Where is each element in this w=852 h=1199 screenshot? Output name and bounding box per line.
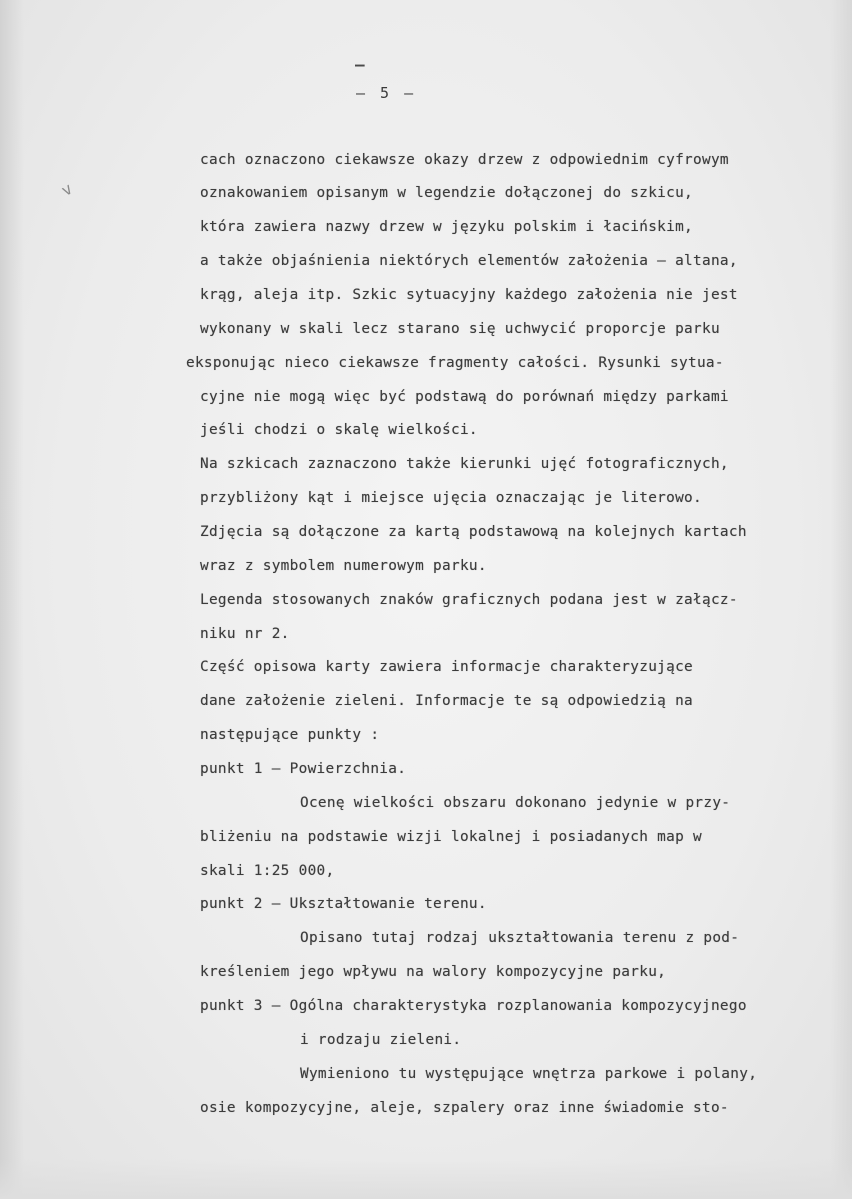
text-line: Zdjęcia są dołączone za kartą podstawową na kolejnych kartach xyxy=(200,524,747,540)
text-line: która zawiera nazwy drzew w języku polskim i łacińskim, xyxy=(200,219,694,235)
text-line: wykonany w skali lecz starano się uchwycić proporcje parku xyxy=(200,321,720,337)
text-line: dane założenie zieleni. Informacje te są odpowiedzią na xyxy=(200,693,694,709)
text-line: punkt 2 – Ukształtowanie terenu. xyxy=(200,896,487,912)
scan-edge-left xyxy=(0,0,24,1199)
text-line: niku nr 2. xyxy=(200,626,290,642)
text-line: przybliżony kąt i miejsce ujęcia oznaczając je literowo. xyxy=(200,490,702,506)
text-line: a także objaśnienia niektórych elementów założenia – altana, xyxy=(200,253,738,269)
scan-edge-right xyxy=(830,0,852,1199)
header-dash: – xyxy=(355,55,365,74)
text-line: oznakowaniem opisanym w legendzie dołączonej do szkicu, xyxy=(200,185,694,201)
text-line: wraz z symbolem numerowym parku. xyxy=(200,558,487,574)
text-line: Część opisowa karty zawiera informacje charakteryzujące xyxy=(200,659,694,675)
text-line: jeśli chodzi o skalę wielkości. xyxy=(200,422,478,438)
text-line: eksponując nieco ciekawsze fragmenty całości. Rysunki sytua- xyxy=(186,355,724,371)
text-line: następujące punkty : xyxy=(200,727,380,743)
text-line: punkt 1 – Powierzchnia. xyxy=(200,761,407,777)
text-line: cach oznaczono ciekawsze okazy drzew z odpowiednim cyfrowym xyxy=(200,152,729,168)
text-line: cyjne nie mogą więc być podstawą do porównań między parkami xyxy=(200,389,729,405)
text-line: kreśleniem jego wpływu na walory kompozycyjne parku, xyxy=(200,964,667,980)
page-number: – 5 – xyxy=(356,84,417,102)
text-line: punkt 3 – Ogólna charakterystyka rozplanowania kompozycyjnego xyxy=(200,998,747,1014)
margin-check-mark: v xyxy=(57,178,76,201)
text-line: Ocenę wielkości obszaru dokonano jedynie w przy- xyxy=(300,795,731,811)
text-line: bliżeniu na podstawie wizji lokalnej i posiadanych map w xyxy=(200,829,702,845)
text-line: Na szkicach zaznaczono także kierunki ujęć fotograficznych, xyxy=(200,456,729,472)
text-line: krąg, aleja itp. Szkic sytuacyjny każdego założenia nie jest xyxy=(200,287,738,303)
text-line: Wymieniono tu występujące wnętrza parkowe i polany, xyxy=(300,1066,758,1082)
text-line: Opisano tutaj rodzaj ukształtowania terenu z pod- xyxy=(300,930,740,946)
text-line: i rodzaju zieleni. xyxy=(300,1032,462,1048)
text-line: Legenda stosowanych znaków graficznych podana jest w załącz- xyxy=(200,592,738,608)
scan-edge-bottom xyxy=(0,1159,852,1199)
text-line: osie kompozycyjne, aleje, szpalery oraz inne świadomie sto- xyxy=(200,1100,729,1116)
text-line: skali 1:25 000, xyxy=(200,863,335,879)
